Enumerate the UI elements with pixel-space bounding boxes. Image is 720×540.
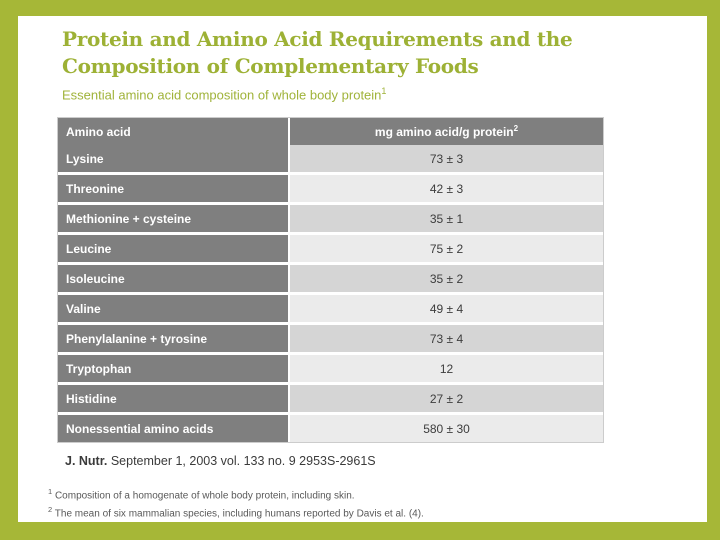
row-value: 42 ± 3 — [290, 175, 603, 205]
table-row — [58, 295, 603, 325]
row-value: 12 — [290, 355, 603, 385]
table-row — [58, 385, 603, 415]
row-value: 580 ± 30 — [290, 415, 603, 442]
table-row — [58, 325, 603, 355]
row-label: Isoleucine — [58, 265, 290, 295]
row-value: 73 ± 3 — [290, 145, 603, 175]
subtitle-text: Essential amino acid composition of whole body protein — [62, 87, 382, 103]
slide-subtitle — [62, 83, 687, 103]
footnote-1-text: Composition of a homogenate of whole body protein, including skin. — [52, 490, 355, 502]
footnote-1 — [48, 485, 424, 503]
table-row — [58, 235, 603, 265]
row-label: Lysine — [58, 145, 290, 175]
subtitle-superscript: 1 — [381, 86, 387, 96]
table-row — [58, 175, 603, 205]
footnote-1-marker: 1 — [48, 487, 53, 496]
table-row — [58, 145, 603, 175]
title-block — [62, 26, 687, 103]
row-value: 35 ± 1 — [290, 205, 603, 235]
table-row — [58, 265, 603, 295]
row-value: 49 ± 4 — [290, 295, 603, 325]
row-label: Nonessential amino acids — [58, 415, 290, 442]
table-header-row — [58, 118, 603, 145]
column-header-text: mg amino acid/g protein — [374, 125, 514, 139]
row-label: Histidine — [58, 385, 290, 415]
column-header-mg-per-g — [290, 118, 603, 145]
slide-title-line-1: Protein and Amino Acid Requirements and the — [62, 27, 573, 51]
row-value: 27 ± 2 — [290, 385, 603, 415]
footnote-2 — [48, 503, 424, 521]
column-header-superscript: 2 — [513, 124, 519, 133]
row-value: 73 ± 4 — [290, 325, 603, 355]
slide-canvas — [18, 16, 707, 522]
row-value: 35 ± 2 — [290, 265, 603, 295]
citation-journal: J. Nutr. — [65, 454, 108, 468]
row-label: Methionine + cysteine — [58, 205, 290, 235]
row-label: Threonine — [58, 175, 290, 205]
column-header-amino-acid: Amino acid — [58, 118, 290, 145]
citation-details: September 1, 2003 vol. 133 no. 9 2953S-2961S — [107, 454, 376, 468]
row-label: Valine — [58, 295, 290, 325]
source-citation — [65, 454, 376, 468]
table-row — [58, 415, 603, 442]
footnote-2-marker: 2 — [48, 504, 53, 514]
row-label: Tryptophan — [58, 355, 290, 385]
slide-title-line-2: Composition of Complementary Foods — [62, 54, 479, 78]
row-label: Phenylalanine + tyrosine — [58, 325, 290, 355]
table-row — [58, 355, 603, 385]
amino-acid-table — [58, 118, 603, 442]
row-label: Leucine — [58, 235, 290, 265]
row-value: 75 ± 2 — [290, 235, 603, 265]
table-row — [58, 205, 603, 235]
footnotes — [48, 485, 424, 521]
footnote-2-text: The mean of six mammalian species, including humans reported by Davis et al. (4). — [52, 508, 424, 520]
